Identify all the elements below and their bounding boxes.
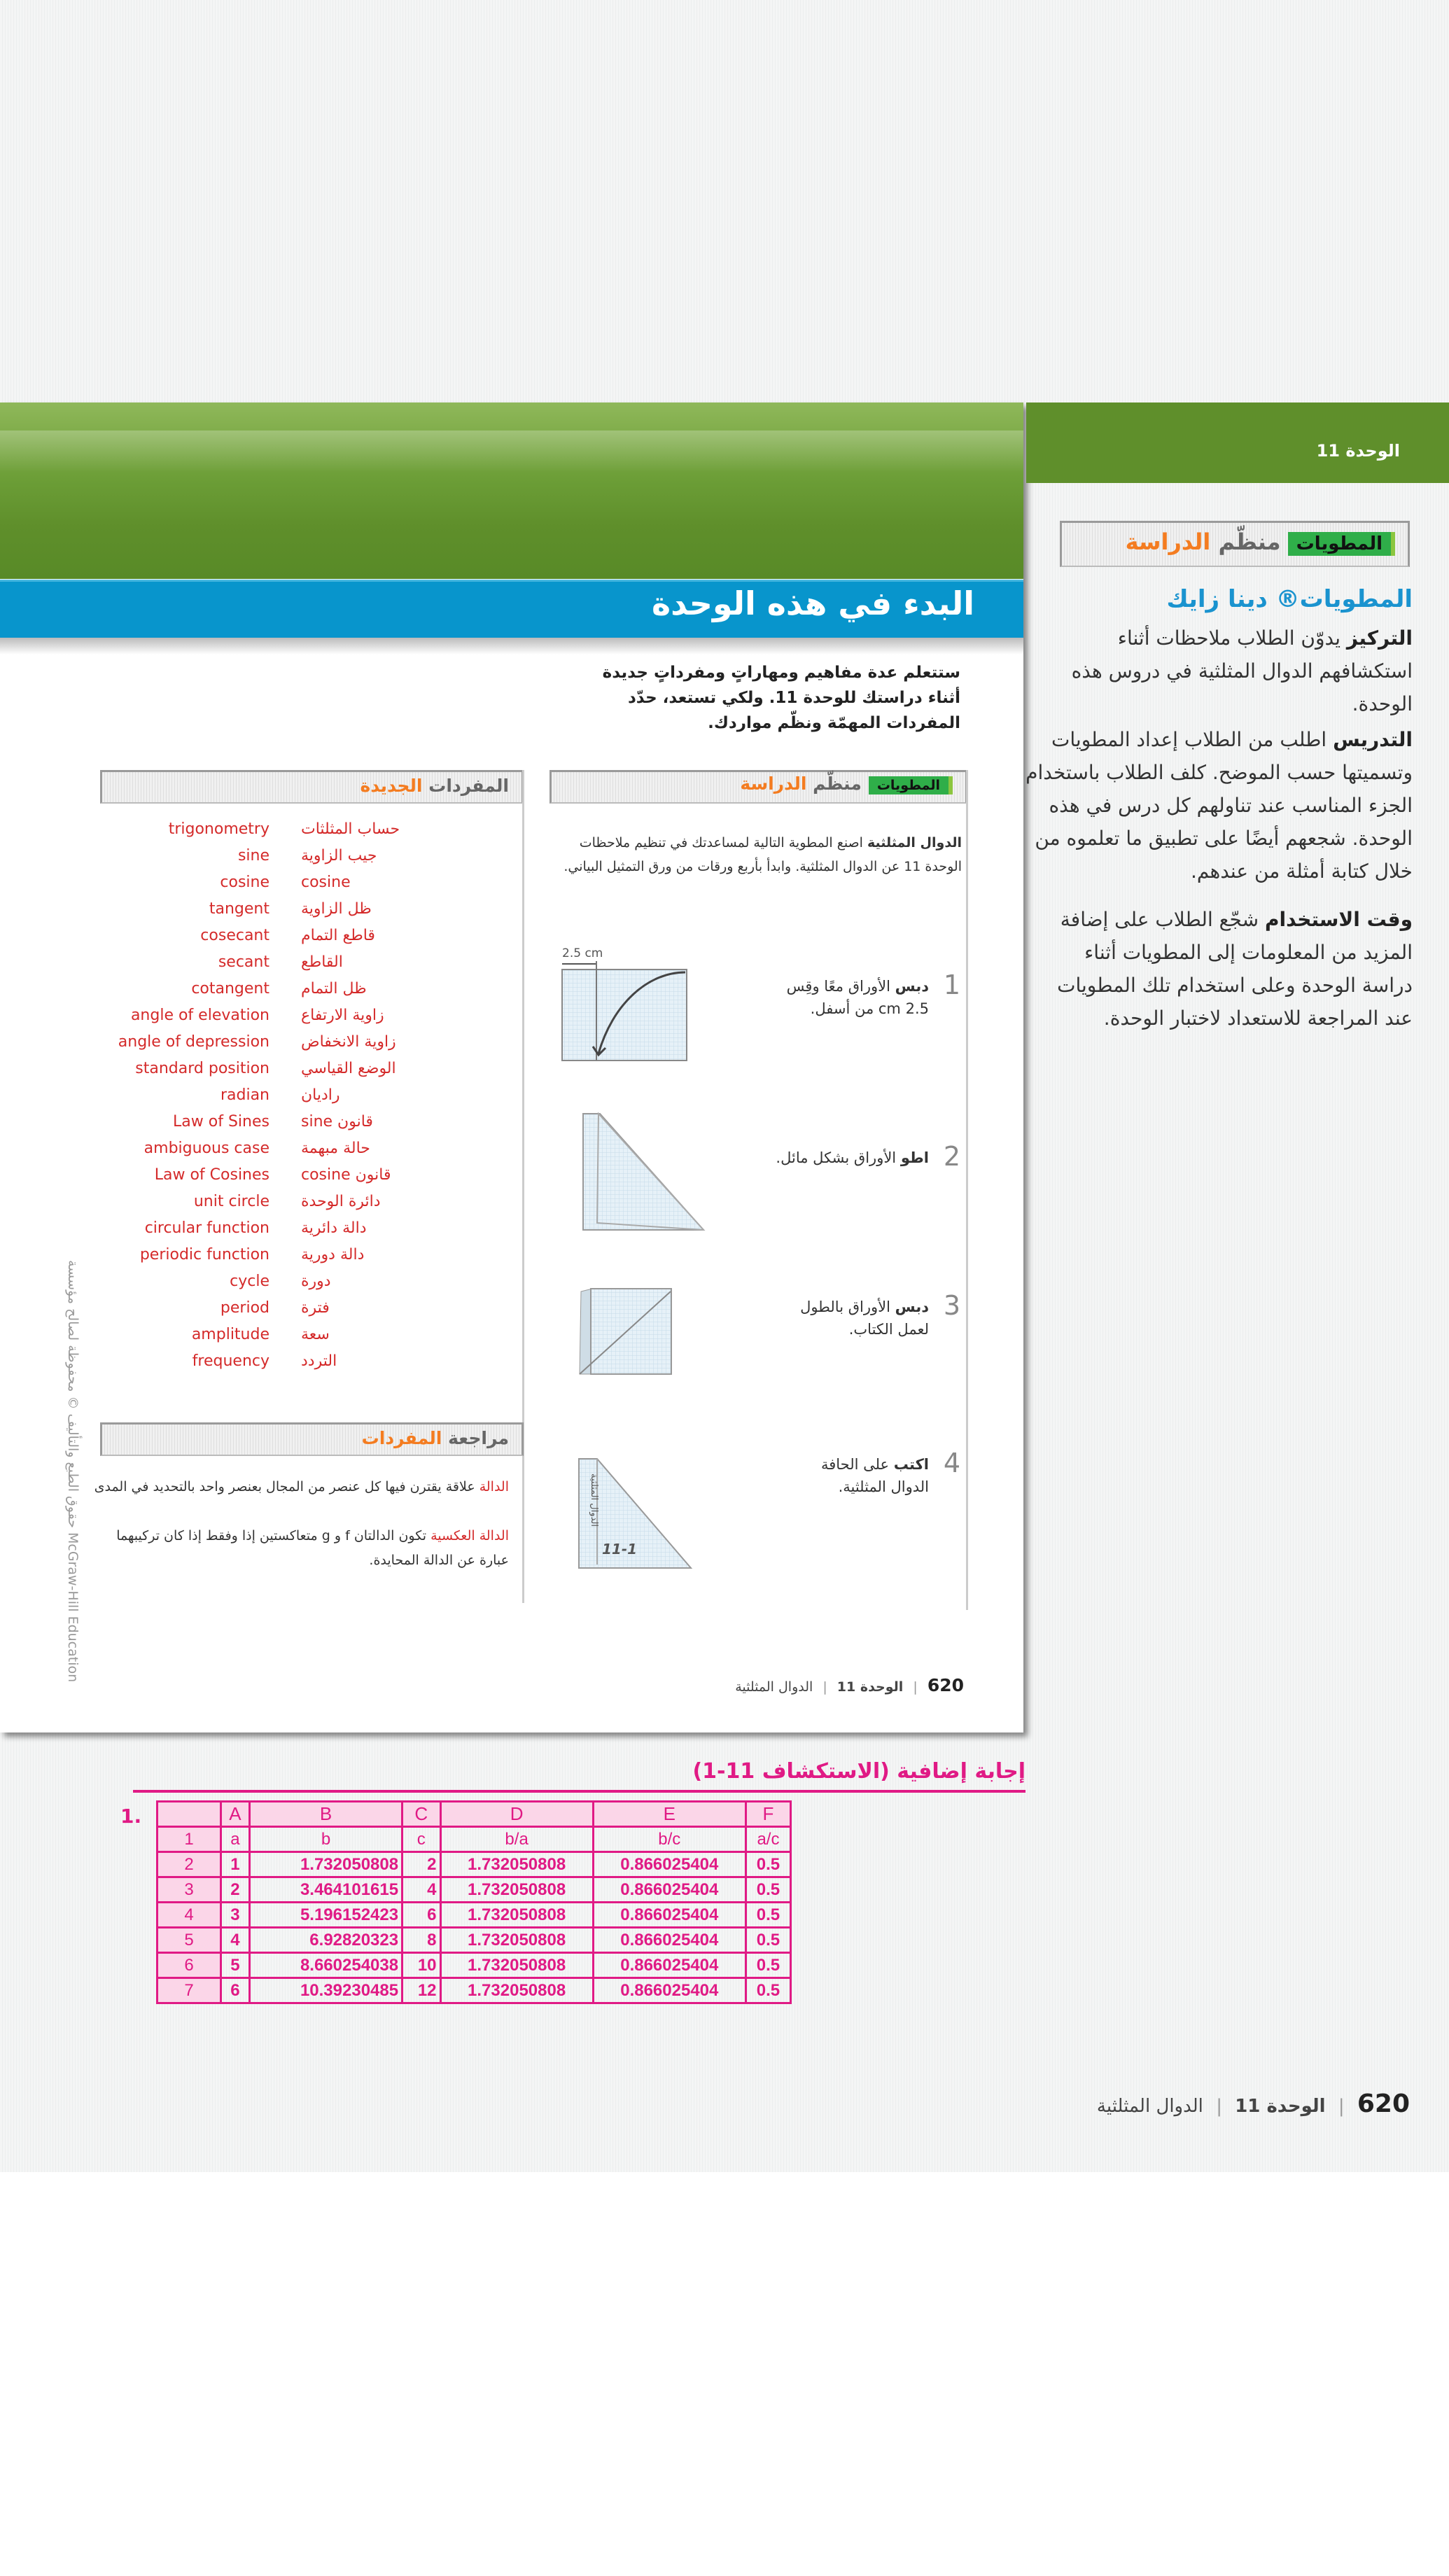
item-number: 1.: [120, 1805, 142, 1828]
vocab-term-en: periodic function: [139, 1246, 270, 1264]
spreadsheet-table: [156, 1800, 792, 2004]
footer-unit: الوحدة 11: [836, 1679, 904, 1695]
table-cell: 1.732050808: [440, 1903, 593, 1928]
table-cell: 3.464101615: [249, 1877, 402, 1903]
foldables-intro: [563, 831, 962, 878]
foldables-border: [966, 770, 968, 1610]
step-verb: دبس: [895, 978, 929, 995]
column-header: [158, 1802, 221, 1827]
new-vocab-header: [100, 770, 524, 804]
row-header: 5: [158, 1928, 221, 1953]
table-cell: 3: [221, 1903, 250, 1928]
vocab-term-en: radian: [220, 1086, 270, 1104]
table-row: [158, 1877, 791, 1903]
vocab-term-ar: قانون sine: [301, 1113, 373, 1130]
side-head-orange: الدراسة: [1125, 528, 1211, 555]
table-cell: 8.660254038: [249, 1953, 402, 1978]
foldables-intro-text: اصنع المطوية التالية لمساعدتك في تنظيم ملاحظات الوحدة 11 عن الدوال المثلثية. وابدأ بأربع ورقات من ورق التمثيل البياني.: [564, 835, 962, 874]
table-cell: 8: [402, 1928, 440, 1953]
table-cell: 0.5: [746, 1877, 790, 1903]
vocab-term-en: tangent: [209, 900, 270, 918]
figure-lesson-label: 11-1: [602, 1541, 638, 1558]
column-header: B: [249, 1802, 402, 1827]
table-cell: a/c: [746, 1827, 790, 1852]
table-cell: b/a: [440, 1827, 593, 1852]
side-unit-label: الوحدة 11: [1316, 441, 1400, 461]
figure-staple-book: [574, 1284, 676, 1379]
vocab-term-en: angle of elevation: [130, 1007, 270, 1024]
vocab-term-en: sine: [237, 847, 270, 864]
side-para-label: التدريس: [1333, 728, 1413, 751]
header-band: [0, 402, 1023, 579]
table-cell: 5: [221, 1953, 250, 1978]
table-cell: 1.732050808: [440, 1877, 593, 1903]
table-cell: 0.5: [746, 1953, 790, 1978]
table-cell: b: [249, 1827, 402, 1852]
vocab-term-ar: دورة: [301, 1273, 331, 1290]
foldables-flag: المطويات: [869, 776, 953, 794]
step-number: 1: [943, 969, 960, 1000]
review-head-gray: مراجعة: [448, 1428, 509, 1448]
table-cell: 0.866025404: [593, 1953, 746, 1978]
figure-staple-measure: [556, 941, 690, 1074]
table-cell: 0.866025404: [593, 1928, 746, 1953]
bottom-footer: 620 | الوحدة 11 | الدوال المثلثية: [1096, 2090, 1410, 2118]
copyright-notice: حقوق الطبع والتأليف © محفوظة لصالح مؤسسة McGraw-Hill Education: [65, 1260, 80, 1683]
vocab-term-en: period: [220, 1299, 270, 1317]
figure-fold-diagonal: [578, 1111, 710, 1233]
table-cell: b/c: [593, 1827, 746, 1852]
vocab-term-ar: راديان: [301, 1086, 340, 1104]
vocab-head-orange: الجديدة: [360, 776, 423, 796]
textbook-page: [0, 402, 1023, 1732]
vocab-border: [522, 770, 524, 1603]
vocab-term-en: Law of Sines: [173, 1113, 270, 1130]
table-row: [158, 1852, 791, 1877]
vocab-term-ar: جيب الزاوية: [301, 847, 377, 864]
page-footer: 620 | الوحدة 11 | الدوال المثلثية: [735, 1675, 964, 1695]
vocab-term-en: unit circle: [193, 1193, 270, 1210]
column-header-row: [158, 1802, 791, 1827]
page-title: البدء في هذه الوحدة: [652, 584, 974, 622]
foldables-intro-bold: الدوال المثلثية: [867, 835, 962, 850]
side-foldables-flag: المطويات: [1288, 532, 1395, 556]
row-header: 4: [158, 1903, 221, 1928]
vocab-term-en: circular function: [144, 1219, 270, 1237]
table-cell: 0.5: [746, 1928, 790, 1953]
side-head-gray: منظّم: [1218, 528, 1281, 555]
review-vocab-header: [100, 1422, 524, 1456]
vocab-term-ar: قانون cosine: [301, 1166, 391, 1184]
table-cell: 10.39230485: [249, 1978, 402, 2003]
vocab-term-ar: القاطع: [301, 953, 343, 971]
table-cell: 1: [221, 1852, 250, 1877]
additional-answer-heading: إجابة إضافية (الاستكشاف 11-1): [692, 1759, 1026, 1784]
side-para-text: شجّع الطلاب على إضافة المزيد من المعلومات إلى المطويات أثناء دراسة الوحدة وعلى استخدام تلك المطويات عند المراجعة للاستعداد لاختبار الوحدة.: [1057, 908, 1413, 1030]
vocab-term-ar: التردد: [301, 1352, 337, 1370]
title-bar-shadow: [0, 638, 1023, 654]
figure-measure-label: 2.5 cm: [562, 946, 603, 960]
side-paragraph-focus: [1035, 622, 1413, 720]
vocab-term-en: standard position: [135, 1060, 270, 1077]
vocab-term-en: cosecant: [200, 927, 270, 944]
foldables-head-gray: منظّم: [813, 774, 862, 794]
table-cell: 5.196152423: [249, 1903, 402, 1928]
side-foldables-header: [1060, 521, 1410, 567]
table-cell: 0.866025404: [593, 1852, 746, 1877]
vocab-term-ar: حساب المثلثات: [301, 820, 400, 838]
step-text: على الحافة الدوال المثلثية.: [820, 1456, 929, 1495]
column-header: E: [593, 1802, 746, 1827]
table-cell: 12: [402, 1978, 440, 2003]
table-cell: 6: [221, 1978, 250, 2003]
step-verb: دبس: [895, 1298, 929, 1315]
vocab-term-en: Law of Cosines: [154, 1166, 270, 1184]
side-paragraph-teach: [1021, 723, 1413, 888]
table-row: [158, 1928, 791, 1953]
side-title: المطويات® دينا زايك: [1166, 585, 1413, 613]
foldables-head-orange: الدراسة: [740, 774, 807, 794]
review-definition: علاقة يقترن فيها كل عنصر من المجال بعنصر واحد بالتحديد في المدى: [94, 1479, 475, 1494]
table-cell: 1.732050808: [440, 1852, 593, 1877]
figure-tab-label: الدوال المثلثية: [589, 1474, 599, 1527]
vocab-term-ar: ظل التمام: [301, 980, 367, 997]
table-cell: 1.732050808: [440, 1928, 593, 1953]
vocab-term-en: cosine: [220, 874, 270, 891]
table-cell: 0.866025404: [593, 1877, 746, 1903]
column-header: A: [221, 1802, 250, 1827]
footer-chapter: الدوال المثلثية: [735, 1679, 813, 1695]
vocab-term-ar: دائرة الوحدة: [301, 1193, 381, 1210]
vocab-term-ar: سعة: [301, 1326, 330, 1343]
vocab-term-ar: الوضع القياسي: [301, 1060, 396, 1077]
vocab-term-ar: زاوية الارتفاع: [301, 1007, 384, 1024]
row-header: 1: [158, 1827, 221, 1852]
bottom-footer-unit: الوحدة 11: [1235, 2096, 1326, 2117]
vocab-term-en: angle of depression: [118, 1033, 270, 1051]
column-header: C: [402, 1802, 440, 1827]
table-row: [158, 1827, 791, 1852]
table-cell: a: [221, 1827, 250, 1852]
review-head-orange: المفردات: [361, 1428, 442, 1448]
table-cell: 1.732050808: [440, 1978, 593, 2003]
vocab-term-en: cotangent: [191, 980, 270, 997]
table-cell: 4: [221, 1928, 250, 1953]
vocab-term-ar: زاوية الانخفاض: [301, 1033, 396, 1051]
vocab-term-ar: cosine: [301, 874, 351, 891]
heading-underline: [133, 1790, 1026, 1793]
table-cell: 2: [221, 1877, 250, 1903]
vocab-term-ar: فترة: [301, 1299, 330, 1317]
table-cell: 0.5: [746, 1852, 790, 1877]
vocab-term-en: secant: [218, 953, 270, 971]
side-paragraph-when: [1031, 903, 1413, 1035]
table-row: [158, 1978, 791, 2003]
vocab-term-en: frequency: [192, 1352, 270, 1370]
vocab-term-ar: دالة دورية: [301, 1246, 365, 1264]
table-cell: 0.866025404: [593, 1903, 746, 1928]
foldables-header: [550, 770, 967, 804]
vocab-term-en: amplitude: [191, 1326, 270, 1343]
figure-label-edge: [578, 1456, 693, 1572]
vocab-term-en: trigonometry: [168, 820, 270, 838]
table-cell: 0.5: [746, 1978, 790, 2003]
review-item: [89, 1524, 509, 1573]
side-para-text: اطلب من الطلاب إعداد المطويات وتسميتها حسب الموضح. كلف الطلاب باستخدام الجزء المناسب عند تناولهم كل درس في هذه الوحدة. شجعهم أيضًا على تطبيق ما تعلموه من خلال كتابة أمثلة من عندهم.: [1026, 728, 1413, 883]
side-para-label: التركيز: [1346, 626, 1413, 650]
step-number: 4: [943, 1448, 960, 1478]
table-row: [158, 1953, 791, 1978]
bottom-footer-page: 620: [1357, 2090, 1410, 2118]
table-cell: c: [402, 1827, 440, 1852]
vocab-term-ar: ظل الزاوية: [301, 900, 372, 918]
table-cell: 2: [402, 1852, 440, 1877]
table-row: [158, 1903, 791, 1928]
side-para-text: يدوّن الطلاب ملاحظات أثناء استكشافهم الدوال المثلثية في دروس هذه الوحدة.: [1071, 626, 1413, 715]
column-header: F: [746, 1802, 790, 1827]
table-cell: 1.732050808: [249, 1852, 402, 1877]
review-item: [89, 1475, 509, 1499]
review-term: الدالة: [479, 1479, 509, 1494]
step-verb: اطو: [900, 1149, 929, 1166]
step-text: الأوراق بالطول لعمل الكتاب.: [800, 1298, 929, 1338]
step-number: 2: [943, 1141, 960, 1172]
row-header: 7: [158, 1978, 221, 2003]
table-cell: 0.5: [746, 1903, 790, 1928]
row-header: 2: [158, 1852, 221, 1877]
review-definition: تكون الدالتان f و g متعاكستين إذا وفقط إذا كان تركيبهما عبارة عن الدالة المحايدة.: [116, 1528, 509, 1568]
step-number: 3: [943, 1290, 960, 1321]
footer-page-number: 620: [927, 1675, 964, 1695]
table-cell: 6.92820323: [249, 1928, 402, 1953]
vocab-term-ar: قاطع التمام: [301, 927, 375, 944]
vocab-term-en: ambiguous case: [144, 1140, 270, 1157]
side-para-label: وقت الاستخدام: [1264, 908, 1413, 931]
review-term: الدالة العكسية: [430, 1528, 509, 1544]
table-cell: 10: [402, 1953, 440, 1978]
step-verb: اكتب: [893, 1456, 929, 1473]
vocab-term-ar: حالة مبهمة: [301, 1140, 370, 1157]
table-cell: 0.866025404: [593, 1978, 746, 2003]
step-text: الأوراق بشكل مائل.: [776, 1149, 897, 1166]
table-cell: 1.732050808: [440, 1953, 593, 1978]
vocab-term-en: cycle: [230, 1273, 270, 1290]
table-cell: 4: [402, 1877, 440, 1903]
column-header: D: [440, 1802, 593, 1827]
row-header: 6: [158, 1953, 221, 1978]
vocab-term-ar: دالة دائرية: [301, 1219, 367, 1237]
step-text: الأوراق معًا وقِس 2.5 cm من أسفل.: [786, 978, 929, 1017]
vocab-head-gray: المفردات: [428, 776, 509, 796]
row-header: 3: [158, 1877, 221, 1903]
intro-text: ستتعلم عدة مفاهيم ومهاراتٍ ومفرداتٍ جديدة أثناء دراستك للوحدة 11. ولكي تستعد، حدّد المفردات المهمّة ونظّم مواردك.: [602, 664, 960, 732]
bottom-footer-chapter: الدوال المثلثية: [1096, 2096, 1203, 2117]
table-cell: 6: [402, 1903, 440, 1928]
